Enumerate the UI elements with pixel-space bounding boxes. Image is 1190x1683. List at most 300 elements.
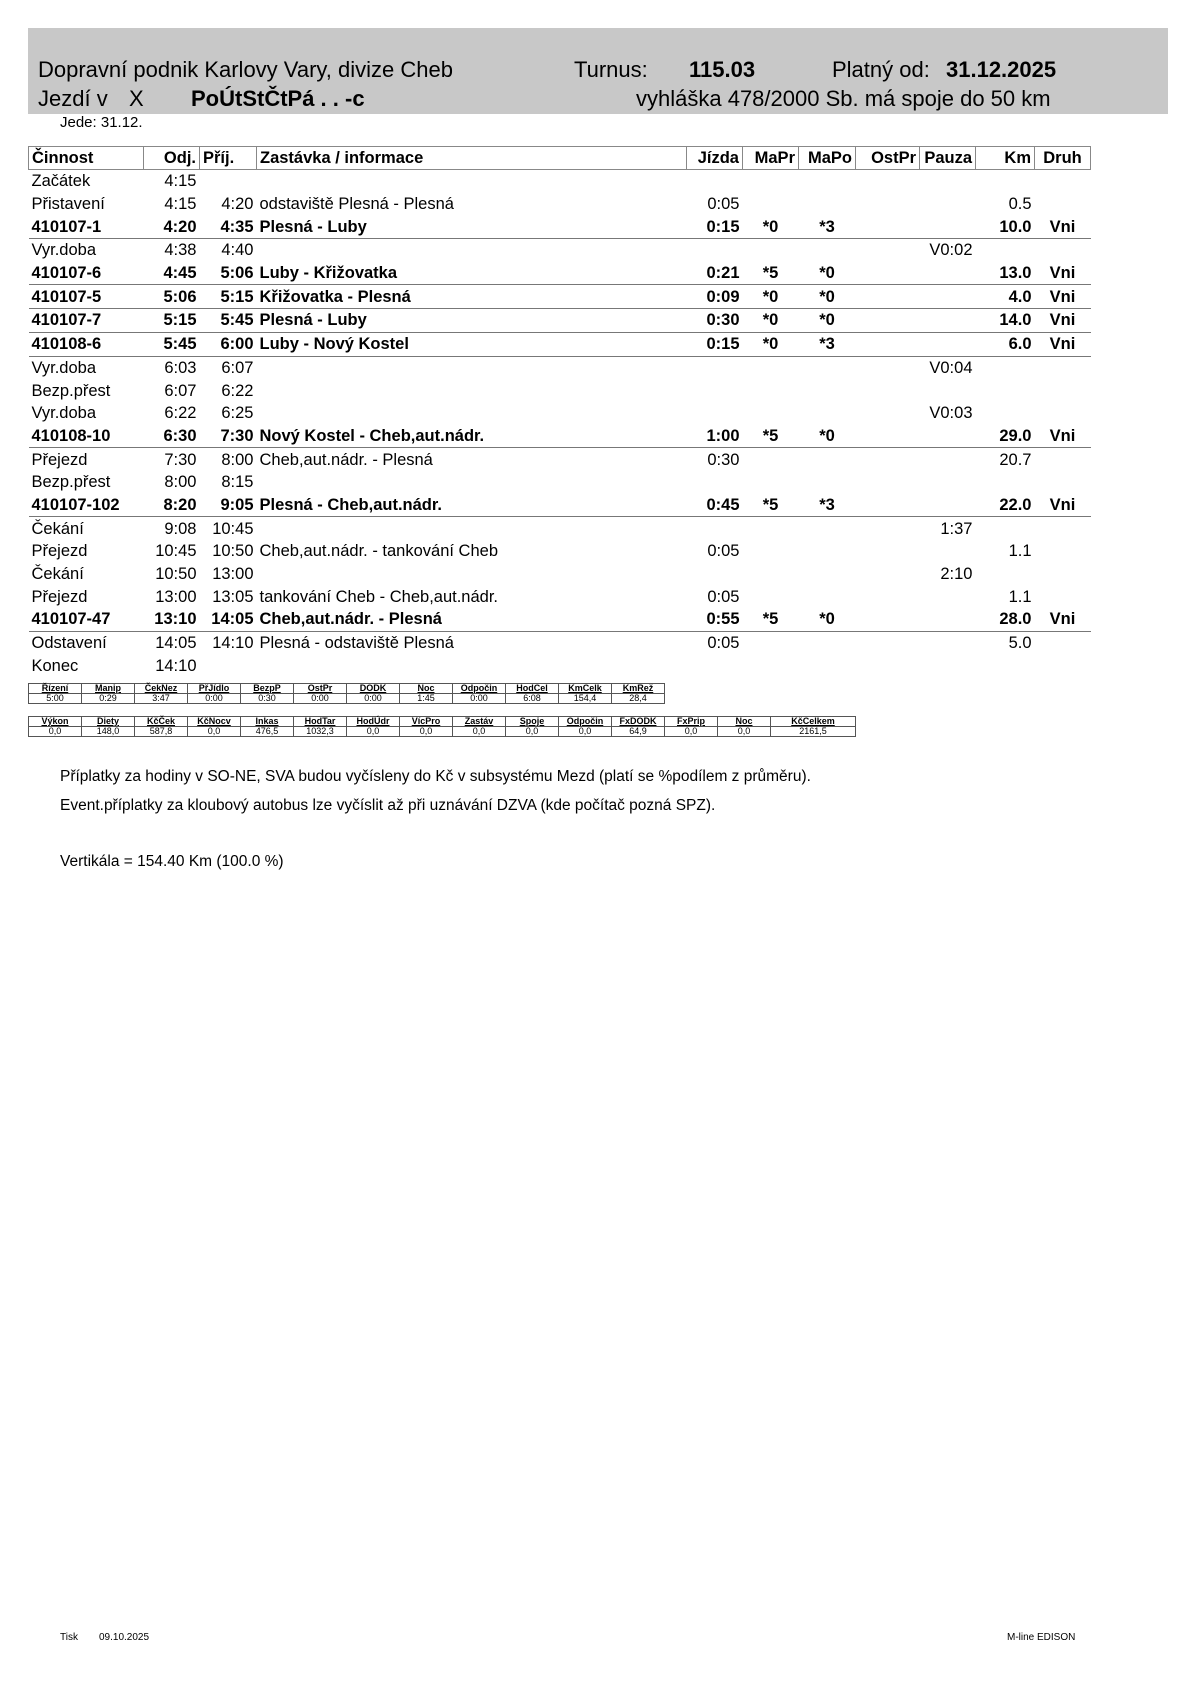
- cell-zast: Plesná - Luby: [257, 215, 687, 238]
- cell-km: [976, 402, 1035, 425]
- cell-prij: 10:50: [212, 542, 254, 561]
- cell-pauza: [920, 262, 976, 285]
- table-row: [29, 608, 1091, 631]
- cell-km: [976, 239, 1035, 262]
- summary2-header: Spoje: [506, 717, 559, 727]
- summary2-header: Zastáv: [453, 717, 506, 727]
- cell-prij: 4:20: [221, 195, 254, 214]
- summary1-header: PřJídlo: [188, 684, 241, 694]
- cell-odj: 4:38: [164, 241, 197, 260]
- cell-odj: 13:10: [144, 608, 200, 631]
- valid-from-label: Platný od:: [832, 57, 930, 82]
- cell-mapr: [743, 239, 799, 262]
- cell-ostpr: [856, 448, 920, 471]
- cell-mapo: [799, 654, 856, 677]
- cell-odj: 10:50: [155, 565, 197, 584]
- cell-mapo: *0: [799, 608, 856, 631]
- cell-druh: [1035, 193, 1091, 216]
- cell-mapo: [799, 471, 856, 494]
- col-cinnost: Činnost: [29, 147, 144, 170]
- col-jizda: Jízda: [687, 147, 743, 170]
- table-row: [29, 309, 1091, 333]
- cell-odj: 4:45: [144, 262, 200, 285]
- cell-km: [976, 517, 1035, 540]
- table-row: [29, 585, 1091, 608]
- cell-ostpr: [856, 170, 920, 193]
- cell-mapo: [799, 563, 856, 586]
- cell-pauza: [920, 285, 976, 309]
- cell-pauza: V0:04: [929, 358, 973, 377]
- cell-druh: Vni: [1035, 215, 1091, 238]
- cell-jizda: [687, 563, 743, 586]
- summary1-value: 28,4: [612, 694, 665, 704]
- cell-ostpr: [856, 215, 920, 238]
- cell-jizda: [687, 654, 743, 677]
- schedule-table: [28, 146, 1091, 677]
- cell-prij: 5:06: [200, 262, 257, 285]
- cell-mapr: *0: [743, 215, 799, 238]
- cell-mapo: *0: [799, 309, 856, 333]
- cell-km: 13.0: [976, 262, 1035, 285]
- summary2-header: Diety: [82, 717, 135, 727]
- cell-mapo: *3: [799, 332, 856, 356]
- cell-jizda: 0:45: [687, 494, 743, 517]
- company-name: Dopravní podnik Karlovy Vary, divize Cheb: [38, 57, 453, 82]
- summary1-header: Manip: [82, 684, 135, 694]
- cell-km: 5.0: [1008, 634, 1032, 653]
- cell-pauza: [920, 425, 976, 448]
- summary2-value: 0,0: [559, 727, 612, 737]
- cell-cinnost: Začátek: [31, 172, 91, 191]
- summary-table-2: [28, 716, 856, 737]
- summary2-header: HodÚdr: [347, 717, 400, 727]
- cell-odj: 4:20: [144, 215, 200, 238]
- summary2-value: 476,5: [241, 727, 294, 737]
- cell-mapr: [743, 631, 799, 654]
- cell-zast: Plesná - Cheb,aut.nádr.: [257, 494, 687, 517]
- cell-prij: 6:00: [200, 332, 257, 356]
- cell-jizda: [687, 239, 743, 262]
- cell-zast: odstaviště Plesná - Plesná: [259, 195, 454, 214]
- cell-cinnost: Bezp.přest: [31, 473, 111, 492]
- cell-druh: Vni: [1035, 262, 1091, 285]
- cell-cinnost: 410107-102: [29, 494, 144, 517]
- cell-prij: 13:00: [212, 565, 254, 584]
- turnus-value: 115.03: [689, 57, 756, 82]
- summary1-value: 6:08: [506, 694, 559, 704]
- cell-km: 29.0: [976, 425, 1035, 448]
- jede-date: Jede: 31.12.: [60, 114, 143, 131]
- cell-mapr: *5: [743, 262, 799, 285]
- cell-ostpr: [856, 285, 920, 309]
- note-line-1: Příplatky za hodiny v SO-NE, SVA budou vyčísleny do Kč v subsystému Mezd (platí se %podílem z průměru).: [60, 768, 811, 785]
- cell-odj: 6:03: [164, 358, 197, 377]
- summary2-value: 0,0: [400, 727, 453, 737]
- cell-km: 10.0: [976, 215, 1035, 238]
- cell-jizda: 0:30: [687, 309, 743, 333]
- cell-jizda: 0:05: [707, 634, 740, 653]
- regulation-note: vyhláška 478/2000 Sb. má spoje do 50 km: [636, 86, 1051, 111]
- cell-jizda: 0:15: [687, 215, 743, 238]
- cell-km: 1.1: [1008, 587, 1032, 606]
- cell-mapo: [799, 448, 856, 471]
- cell-mapo: [799, 540, 856, 563]
- cell-cinnost: 410107-7: [29, 309, 144, 333]
- summary1-header: OstPr: [294, 684, 347, 694]
- col-ostpr: OstPr: [856, 147, 920, 170]
- cell-ostpr: [856, 471, 920, 494]
- table-row: [29, 631, 1091, 654]
- cell-prij: 5:45: [200, 309, 257, 333]
- cell-cinnost: 410108-10: [29, 425, 144, 448]
- cell-mapo: [799, 239, 856, 262]
- summary2-value: 0,0: [29, 727, 82, 737]
- cell-druh: Vni: [1035, 608, 1091, 631]
- col-pauza: Pauza: [920, 147, 976, 170]
- summary1-value: 0:00: [453, 694, 506, 704]
- turnus-label: Turnus:: [574, 57, 648, 82]
- cell-km: 0.5: [1008, 195, 1032, 214]
- cell-mapo: [799, 379, 856, 402]
- cell-mapr: *0: [743, 285, 799, 309]
- cell-mapr: [743, 448, 799, 471]
- cell-pauza: [920, 332, 976, 356]
- cell-zast: Luby - Nový Kostel: [257, 332, 687, 356]
- cell-druh: [1035, 402, 1091, 425]
- table-row: [29, 262, 1091, 285]
- cell-prij: 8:00: [221, 450, 254, 469]
- table-row: [29, 448, 1091, 471]
- cell-km: [976, 379, 1035, 402]
- summary1-value: 0:00: [294, 694, 347, 704]
- schedule-header-row: [29, 147, 1091, 170]
- cell-zast: [257, 379, 687, 402]
- cell-prij: 4:35: [200, 215, 257, 238]
- cell-odj: 13:00: [155, 587, 197, 606]
- summary1-value: 0:00: [188, 694, 241, 704]
- cell-zast: Plesná - odstaviště Plesná: [259, 634, 454, 653]
- cell-mapo: [799, 402, 856, 425]
- print-label: Tisk: [60, 1632, 78, 1643]
- cell-km: 6.0: [976, 332, 1035, 356]
- cell-jizda: 0:55: [687, 608, 743, 631]
- cell-zast: [257, 517, 687, 540]
- cell-odj: 9:08: [164, 519, 197, 538]
- table-row: [29, 471, 1091, 494]
- summary2-header: HodTar: [294, 717, 347, 727]
- cell-ostpr: [856, 494, 920, 517]
- cell-jizda: [687, 379, 743, 402]
- cell-odj: 5:45: [144, 332, 200, 356]
- table-row: [29, 170, 1091, 193]
- summary1-headers-row: [29, 684, 665, 694]
- summary2-value: 0,0: [453, 727, 506, 737]
- cell-ostpr: [856, 262, 920, 285]
- cell-prij: 6:22: [221, 381, 254, 400]
- cell-ostpr: [856, 654, 920, 677]
- summary2-value: 0,0: [665, 727, 718, 737]
- cell-odj: 4:15: [164, 195, 197, 214]
- cell-cinnost: Vyr.doba: [31, 358, 97, 377]
- table-row: [29, 654, 1091, 677]
- cell-cinnost: Vyr.doba: [31, 241, 97, 260]
- cell-pauza: [920, 379, 976, 402]
- summary1-value: 5:00: [29, 694, 82, 704]
- cell-druh: Vni: [1035, 494, 1091, 517]
- cell-mapr: [743, 563, 799, 586]
- table-row: [29, 193, 1091, 216]
- cell-pauza: [920, 585, 976, 608]
- cell-jizda: 1:00: [687, 425, 743, 448]
- cell-mapo: *0: [799, 425, 856, 448]
- cell-pauza: [920, 631, 976, 654]
- summary2-header: KčCelkem: [771, 717, 856, 727]
- cell-cinnost: Přejezd: [31, 450, 88, 469]
- cell-zast: [257, 654, 687, 677]
- cell-prij: 13:05: [212, 587, 254, 606]
- summary1-value: 0:00: [347, 694, 400, 704]
- cell-jizda: 0:30: [707, 450, 740, 469]
- cell-pauza: [920, 193, 976, 216]
- summary2-values-row: [29, 727, 856, 737]
- cell-mapr: [743, 471, 799, 494]
- table-row: [29, 285, 1091, 309]
- cell-ostpr: [856, 425, 920, 448]
- cell-mapo: *3: [799, 494, 856, 517]
- cell-druh: [1035, 239, 1091, 262]
- cell-zast: Cheb,aut.nádr. - Plesná: [259, 450, 433, 469]
- cell-ostpr: [856, 309, 920, 333]
- cell-km: [976, 563, 1035, 586]
- cell-druh: Vni: [1035, 309, 1091, 333]
- days-code: PoÚtStČtPá . . -c: [191, 86, 365, 111]
- cell-mapr: [743, 356, 799, 379]
- cell-prij: [200, 170, 257, 193]
- cell-mapr: [743, 585, 799, 608]
- cell-druh: Vni: [1035, 332, 1091, 356]
- table-row: [29, 494, 1091, 517]
- cell-ostpr: [856, 239, 920, 262]
- summary2-value: 2161,5: [771, 727, 856, 737]
- cell-pauza: [920, 215, 976, 238]
- table-row: [29, 332, 1091, 356]
- cell-prij: 6:07: [221, 358, 254, 377]
- summary1-header: KmCelk: [559, 684, 612, 694]
- summary1-value: 1:45: [400, 694, 453, 704]
- summary2-value: 148,0: [82, 727, 135, 737]
- cell-pauza: [920, 448, 976, 471]
- cell-pauza: V0:03: [929, 404, 973, 423]
- table-row: [29, 563, 1091, 586]
- cell-km: 28.0: [976, 608, 1035, 631]
- cell-mapo: *0: [799, 285, 856, 309]
- cell-mapr: [743, 540, 799, 563]
- col-mapo: MaPo: [799, 147, 856, 170]
- cell-pauza: 1:37: [940, 519, 973, 538]
- cell-zast: [257, 402, 687, 425]
- cell-prij: 7:30: [200, 425, 257, 448]
- cell-druh: [1035, 170, 1091, 193]
- cell-pauza: [920, 608, 976, 631]
- cell-mapo: [799, 585, 856, 608]
- cell-prij: 8:15: [221, 473, 254, 492]
- summary2-header: FxDODK: [612, 717, 665, 727]
- cell-druh: Vni: [1035, 285, 1091, 309]
- table-row: [29, 215, 1091, 238]
- cell-druh: Vni: [1035, 425, 1091, 448]
- summary1-header: Noc: [400, 684, 453, 694]
- cell-ostpr: [856, 631, 920, 654]
- vertikala-note: Vertikála = 154.40 Km (100.0 %): [60, 853, 284, 870]
- summary2-value: 587,8: [135, 727, 188, 737]
- cell-zast: tankování Cheb - Cheb,aut.nádr.: [259, 587, 498, 606]
- cell-druh: [1035, 471, 1091, 494]
- cell-prij: 4:40: [221, 241, 254, 260]
- cell-ostpr: [856, 193, 920, 216]
- cell-pauza: [920, 540, 976, 563]
- cell-pauza: 2:10: [940, 565, 973, 584]
- cell-jizda: 0:05: [707, 195, 740, 214]
- cell-pauza: [920, 309, 976, 333]
- cell-jizda: 0:21: [687, 262, 743, 285]
- summary2-headers-row: [29, 717, 856, 727]
- cell-cinnost: Čekání: [31, 519, 84, 538]
- summary1-value: 3:47: [135, 694, 188, 704]
- cell-ostpr: [856, 585, 920, 608]
- cell-zast: [257, 239, 687, 262]
- cell-zast: Cheb,aut.nádr. - tankování Cheb: [259, 542, 498, 561]
- summary2-value: 0,0: [188, 727, 241, 737]
- cell-km: [976, 170, 1035, 193]
- cell-pauza: [920, 654, 976, 677]
- cell-mapr: [743, 170, 799, 193]
- cell-jizda: [687, 517, 743, 540]
- cell-cinnost: 410107-6: [29, 262, 144, 285]
- cell-mapo: [799, 170, 856, 193]
- cell-km: 4.0: [976, 285, 1035, 309]
- cell-druh: [1035, 631, 1091, 654]
- cell-mapr: *0: [743, 332, 799, 356]
- summary1-value: 154,4: [559, 694, 612, 704]
- cell-pauza: [920, 471, 976, 494]
- cell-prij: 5:15: [200, 285, 257, 309]
- cell-mapo: *0: [799, 262, 856, 285]
- cell-mapr: *5: [743, 608, 799, 631]
- cell-km: 20.7: [999, 450, 1032, 469]
- cell-prij: 14:05: [200, 608, 257, 631]
- cell-odj: 8:00: [164, 473, 197, 492]
- table-row: [29, 517, 1091, 540]
- cell-ostpr: [856, 332, 920, 356]
- col-druh: Druh: [1035, 147, 1091, 170]
- cell-mapo: [799, 193, 856, 216]
- cell-zast: Křižovatka - Plesná: [257, 285, 687, 309]
- cell-cinnost: 410107-5: [29, 285, 144, 309]
- summary1-header: ČekNez: [135, 684, 188, 694]
- brand-label: M-line EDISON: [1007, 1632, 1076, 1643]
- summary2-value: 0,0: [506, 727, 559, 737]
- cell-druh: [1035, 585, 1091, 608]
- cell-odj: 8:20: [144, 494, 200, 517]
- table-row: [29, 356, 1091, 379]
- cell-zast: Plesná - Luby: [257, 309, 687, 333]
- cell-ostpr: [856, 563, 920, 586]
- summary2-value: 0,0: [718, 727, 771, 737]
- summary2-header: KčNocv: [188, 717, 241, 727]
- cell-odj: 6:30: [144, 425, 200, 448]
- cell-jizda: [687, 356, 743, 379]
- cell-km: [976, 356, 1035, 379]
- cell-prij: 6:25: [221, 404, 254, 423]
- summary1-header: Odpočin: [453, 684, 506, 694]
- table-row: [29, 540, 1091, 563]
- jezdi-x: X: [129, 86, 144, 111]
- summary1-value: 0:30: [241, 694, 294, 704]
- cell-mapr: *5: [743, 425, 799, 448]
- cell-odj: 7:30: [164, 450, 197, 469]
- cell-druh: [1035, 563, 1091, 586]
- cell-km: [976, 471, 1035, 494]
- cell-jizda: [687, 471, 743, 494]
- cell-druh: [1035, 654, 1091, 677]
- cell-prij: 10:45: [212, 519, 254, 538]
- cell-ostpr: [856, 608, 920, 631]
- cell-cinnost: Bezp.přest: [31, 381, 111, 400]
- summary1-header: Řízení: [29, 684, 82, 694]
- cell-odj: 4:15: [164, 172, 197, 191]
- cell-mapo: *3: [799, 215, 856, 238]
- cell-mapo: [799, 356, 856, 379]
- cell-pauza: [920, 170, 976, 193]
- cell-ostpr: [856, 402, 920, 425]
- cell-cinnost: Přejezd: [31, 542, 88, 561]
- cell-cinnost: Přejezd: [31, 587, 88, 606]
- cell-odj: 14:10: [155, 656, 197, 675]
- cell-jizda: 0:09: [687, 285, 743, 309]
- summary2-header: Inkas: [241, 717, 294, 727]
- cell-mapo: [799, 517, 856, 540]
- cell-druh: [1035, 540, 1091, 563]
- cell-mapr: [743, 654, 799, 677]
- cell-mapr: *0: [743, 309, 799, 333]
- cell-jizda: 0:15: [687, 332, 743, 356]
- cell-mapr: [743, 193, 799, 216]
- cell-zast: [257, 471, 687, 494]
- summary2-header: VícPro: [400, 717, 453, 727]
- cell-jizda: [687, 402, 743, 425]
- jezdi-label: Jezdí v: [38, 86, 108, 111]
- cell-cinnost: Vyr.doba: [31, 404, 97, 423]
- cell-odj: 6:22: [164, 404, 197, 423]
- cell-prij: 9:05: [200, 494, 257, 517]
- cell-jizda: 0:05: [707, 542, 740, 561]
- print-date: 09.10.2025: [99, 1632, 150, 1643]
- cell-ostpr: [856, 356, 920, 379]
- cell-mapr: [743, 402, 799, 425]
- summary1-header: KmRež: [612, 684, 665, 694]
- cell-mapr: *5: [743, 494, 799, 517]
- cell-druh: [1035, 517, 1091, 540]
- cell-mapr: [743, 379, 799, 402]
- cell-cinnost: 410107-1: [29, 215, 144, 238]
- summary2-value: 64,9: [612, 727, 665, 737]
- cell-druh: [1035, 356, 1091, 379]
- summary1-header: DODK: [347, 684, 400, 694]
- cell-druh: [1035, 448, 1091, 471]
- summary1-header: BezpP: [241, 684, 294, 694]
- note-line-2: Event.příplatky za kloubový autobus lze vyčíslit až při uznávání DZVA (kde počítač pozná SPZ).: [60, 797, 716, 814]
- cell-km: [976, 654, 1035, 677]
